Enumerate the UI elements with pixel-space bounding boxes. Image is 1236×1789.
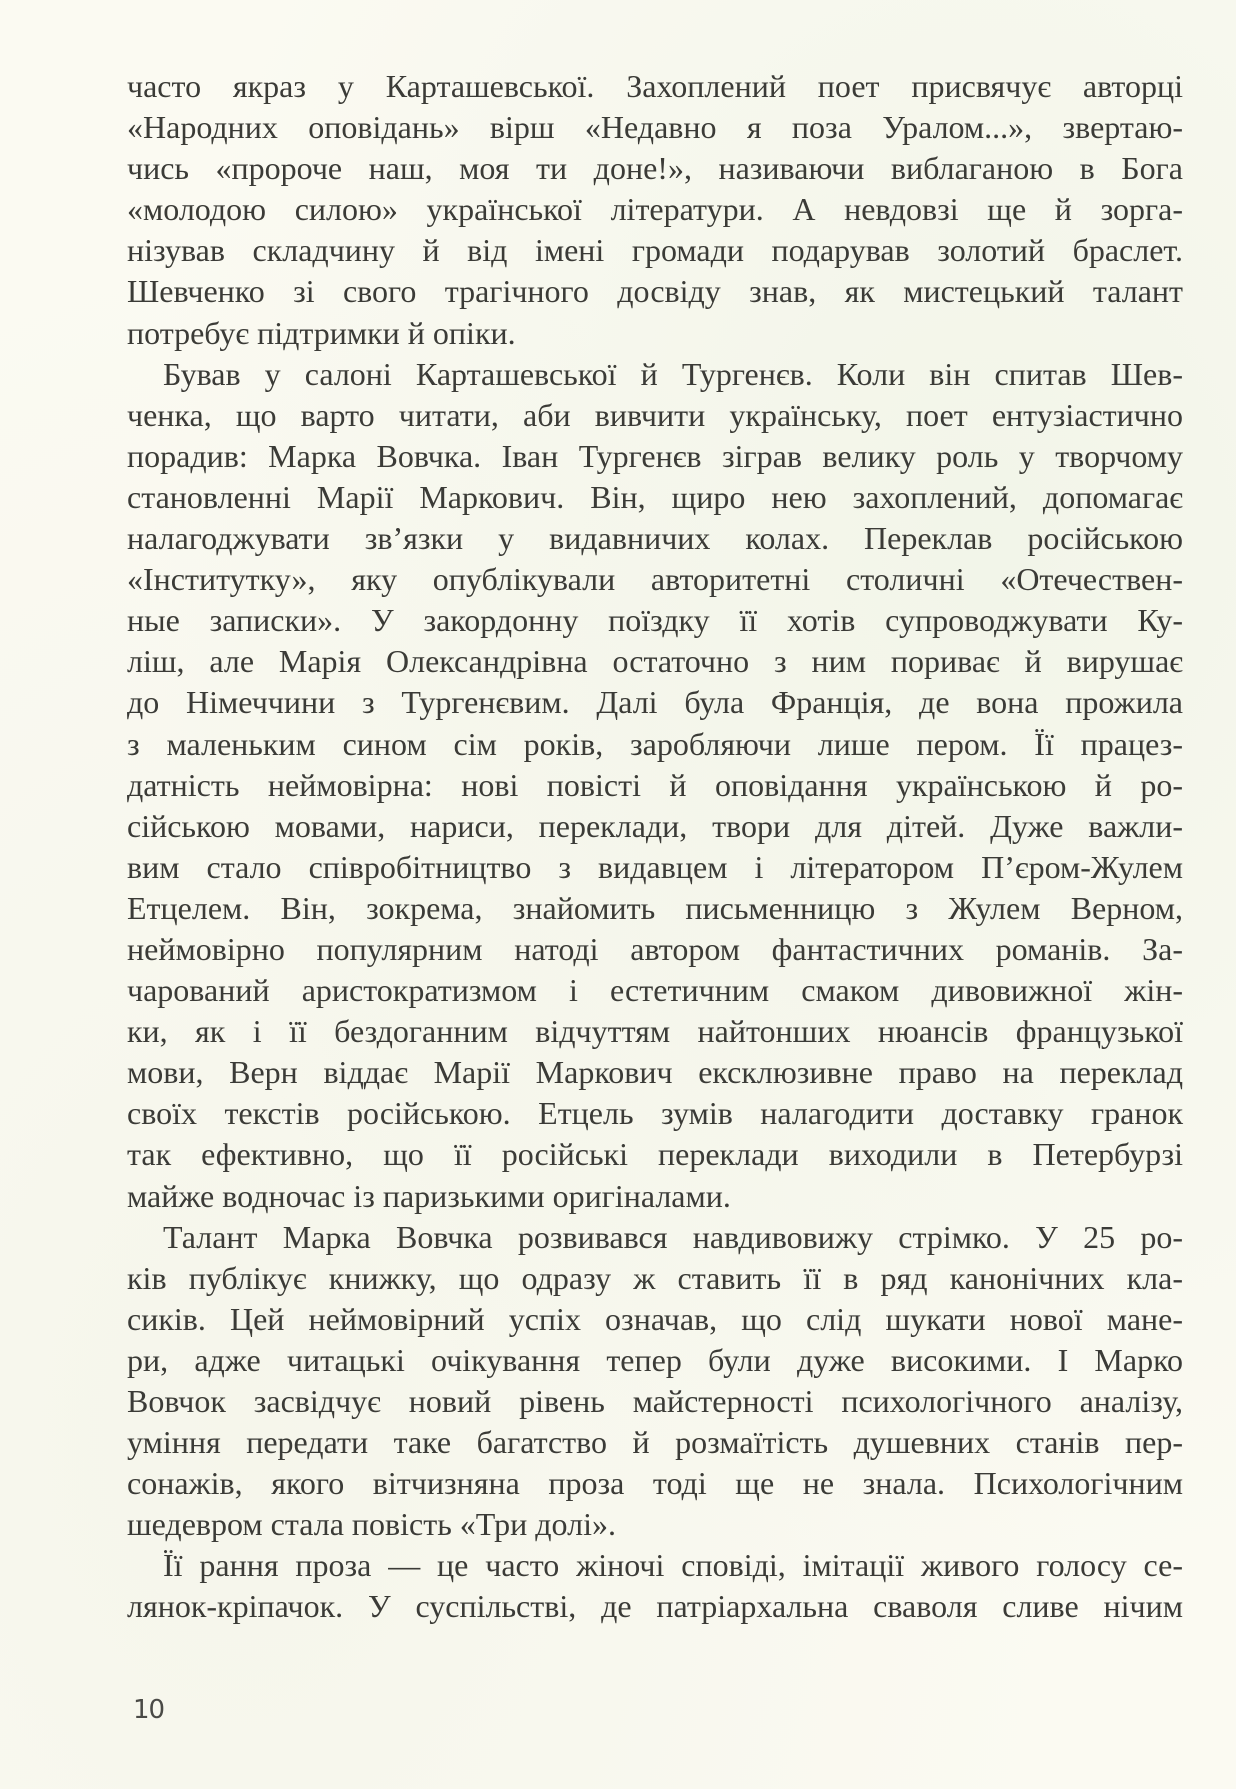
text-line: Бував у салоні Карташевської й Тургенєв. Коли він спитав Шев-	[163, 355, 1183, 392]
text-line: Талант Марка Вовчка розвивався навдивовижу стрімко. У 25 ро-	[163, 1218, 1183, 1255]
text-line: датність неймовірна: нові повісті й оповідання українською й ро-	[127, 766, 1183, 803]
text-line: сиків. Цей неймовірний успіх означав, що слід шукати нової мане-	[127, 1300, 1183, 1337]
paragraph-4	[127, 1545, 1183, 1627]
page-number: 10	[133, 1695, 165, 1725]
text-line: майже водночас із паризькими оригіналами.	[127, 1177, 731, 1214]
text-line: Шевченко зі свого трагічного досвіду знав, як мистецький талант	[127, 273, 1183, 310]
text-line: ченка, що варто читати, аби вивчити українську, поет ентузіастично	[127, 396, 1183, 433]
text-line: «молодою силою» української літератури. А невдовзі ще й зорга-	[127, 191, 1183, 228]
text-line: ків публікує книжку, що одразу ж ставить її в ряд канонічних кла-	[127, 1259, 1183, 1296]
text-line: становленні Марії Маркович. Він, щиро нею захоплений, допомагає	[127, 478, 1183, 515]
text-line: ліш, але Марія Олександрівна остаточно з ним пориває й вирушає	[127, 643, 1183, 680]
text-line: сійською мовами, нариси, переклади, твори для дітей. Дуже важли-	[127, 807, 1183, 844]
text-line: порадив: Марка Вовчка. Іван Тургенєв зіграв велику роль у творчому	[127, 437, 1183, 474]
text-line: чарований аристократизмом і естетичним смаком дивовижної жін-	[127, 972, 1183, 1009]
text-line: ные записки». У закордонну поїздку її хотів супроводжувати Ку-	[127, 602, 1183, 639]
text-line: Етцелем. Він, зокрема, знайомить письменницю з Жулем Верном,	[127, 889, 1183, 926]
text-line: «Інститутку», яку опублікували авторитетні столичні «Отечествен-	[127, 561, 1183, 598]
text-line: неймовірно популярним натоді автором фантастичних романів. За-	[127, 930, 1183, 967]
text-line: уміння передати таке багатство й розмаїтість душевних станів пер-	[127, 1424, 1183, 1461]
text-line: часто якраз у Карташевської. Захоплений поет присвячує авторці	[127, 68, 1183, 104]
text-line: з маленьким сином сім років, заробляючи лише пером. Її працез-	[127, 725, 1183, 762]
text-line: мови, Верн віддає Марії Маркович ексклюзивне право на переклад	[127, 1054, 1183, 1091]
text-line: Вовчок засвідчує новий рівень майстерності психологічного аналізу,	[127, 1383, 1183, 1419]
text-line: ри, адже читацькі очікування тепер були дуже високими. І Марко	[127, 1341, 1183, 1378]
text-line: потребує підтримки й опіки.	[127, 314, 516, 351]
text-line: сонажів, якого вітчизняна проза тоді ще не знала. Психологічним	[127, 1465, 1183, 1502]
text-line: чись «пророче наш, моя ти доне!», називаючи виблаганою в Бога	[127, 150, 1183, 187]
paragraph-3	[127, 1217, 1183, 1546]
text-line: лянок-кріпачок. У суспільстві, де патріархальна сваволя сливе нічим	[127, 1588, 1183, 1625]
text-line: вим стало співробітництво з видавцем і літератором П’єром-Жулем	[127, 848, 1183, 885]
paragraph-1	[127, 66, 1183, 354]
text-line: так ефективно, що її російські переклади виходили в Петербурзі	[127, 1136, 1183, 1173]
text-line: нізував складчину й від імені громади подарував золотий браслет.	[127, 232, 1183, 269]
body-text	[127, 66, 1183, 1628]
text-line: ки, як і її бездоганним відчуттям найтонших нюансів французької	[127, 1013, 1183, 1050]
text-line: налагоджувати зв’язки у видавничих колах. Переклав російською	[127, 520, 1183, 557]
text-line: до Німеччини з Тургенєвим. Далі була Франція, де вона прожила	[127, 684, 1183, 721]
text-line: «Народних оповідань» вірш «Недавно я поза Уралом...», звертаю-	[127, 109, 1183, 146]
text-line: своїх текстів російською. Етцель зумів налагодити доставку гранок	[127, 1095, 1183, 1132]
text-line: Її рання проза — це часто жіночі сповіді, імітації живого голосу се-	[163, 1547, 1183, 1584]
text-line: шедевром стала повість «Три долі».	[127, 1506, 616, 1543]
paragraph-2	[127, 354, 1183, 1217]
